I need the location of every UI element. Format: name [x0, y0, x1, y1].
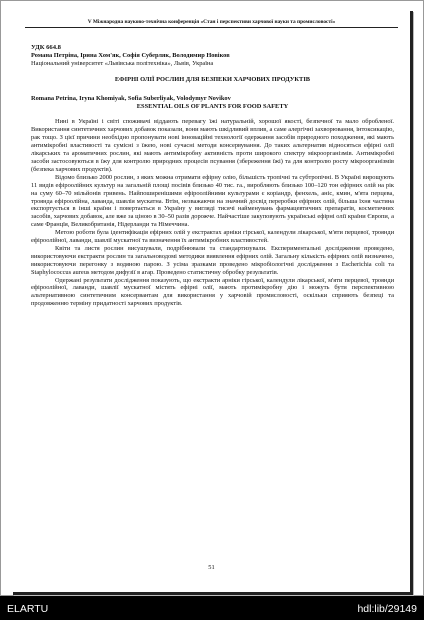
title-ua: ЕФІРНІ ОЛІЇ РОСЛИН ДЛЯ БЕЗПЕКИ ХАРЧОВИХ ПРОДУКТІВ: [114, 75, 311, 83]
conference-header: V Міжнародна науково-технічна конференція «Стан і перспективи харчової науки та промисловості»: [25, 19, 398, 28]
udk-code: УДК 664.8: [31, 44, 61, 51]
paragraph-3: Метою роботи була ідентифікація ефірних олій у екстрактах арніки гірської, календули лікарської, м'яти перцевої, троянди ефіроолійної, лаванди, шавлії мускатної та визначення їх антимікробних властивостей.: [31, 229, 394, 245]
authors-ua: Романа Петріна, Ірина Хом'як, Софія Суберляк, Володимир Новіков: [31, 51, 230, 59]
document-page: [13, 11, 413, 595]
paragraph-4: Квіти та листя рослин висушували, подрібнювали та стандартизували. Експериментальні дослідження проведено, використовуючи екстракти рослин та загальноводомі методики виявлення ефірних олій. Загальну кількість ефірних олій визначено, використовуючи перегонку з водяною парою. З усіма зразками проведено мікробіологічні дослідження з Escherichia coli та Staphylococcus aureus методом дифузії в агар. Проведено статистичну обробку результатів.: [31, 244, 394, 276]
handle-identifier: hdl:lib/29149: [357, 603, 417, 615]
page-number: 51: [208, 564, 215, 571]
repository-name: ELARTU: [7, 603, 49, 615]
footer-bar: [0, 596, 424, 620]
article-body: [31, 44, 394, 308]
paragraph-2: Відомо близько 2000 рослин, з яких можна отримати ефірну олію, більшість тропічні та субтропічні. В Україні вирощують 11 видів ефіроолійних культур на загальній площі посівів близько 40 тис. га., виробляють близько 100–120 тон ефірних олій на рік на суму 60–70 мільйонів гривень. Найпоширенішими ефіроолійними культурами є коріандр, фенхель, аніс, кмин, м'ята перцева, троянда ефіроолійна, лаванда, шавлія мускатна. Втім, незважаючи на значний досвід переробки ефірних олій, більша їхня частина експортується в інші країни і повертається в Україну у вигляді тисячі найменувань фармацевтичних препаратів, косметичних засобів, харчових добавок, але вже за ціною в 30–50 разів дорожче. Найчастіше закуповують українські ефірні олії країни Європи, а саме Францїя, Великобританія, Нідерланди та Німеччина.: [31, 173, 394, 229]
paragraph-5: Одержані результати дослідження показують, що екстракти арніки гірської, календули лікарської, м'яти перцевої, троянди ефіроолійної, лаванди, шавлії мускатної містять ефірні олії, мають протимікробну дію і можуть бути перспективною альтернативною синтетичним консервантам для використання у харчовій промисловості, оскільки сприяють безпеці та продовженню терміну придатності харчових продуктів.: [31, 276, 394, 308]
authors-en: Romana Petrina, Iryna Khomiyak, Sofia Suberliyak, Volodymyr Novikov: [31, 94, 231, 102]
title-en: ESSENTIAL OILS OF PLANTS FOR FOOD SAFETY: [136, 102, 289, 110]
paragraph-1: Нині в Україні і світі споживачі віддають перевагу їжі натуральній, хорошої якості, безпечної та мало обробленої. Використання синтетичних харчових добавок показали, вони мають шкідливий вплив, а саме алергічні захворювання, інтоксикацію, рак тощо. З цієї причини необхідно пропонувати нові інноваційні технології одержання засобів природного походження, які мають антимікробні властивості та сумісні з їжею, нові сучасні методи консервування. До таких альтернатив відносяться ефірні олії лікарських та ароматичних рослин, які мають антимікробну активність проти широкого спектру мікроорганізмів. Антимікробні засоби застосовуються в їжу для контролю природних процесів псування (збереження їжі) та для контролю росту мікроорганізмів (безпека харчових продуктів).: [31, 118, 394, 173]
affiliation: Національний університет «Львівська політехніка», Львів, Україна: [31, 59, 214, 67]
